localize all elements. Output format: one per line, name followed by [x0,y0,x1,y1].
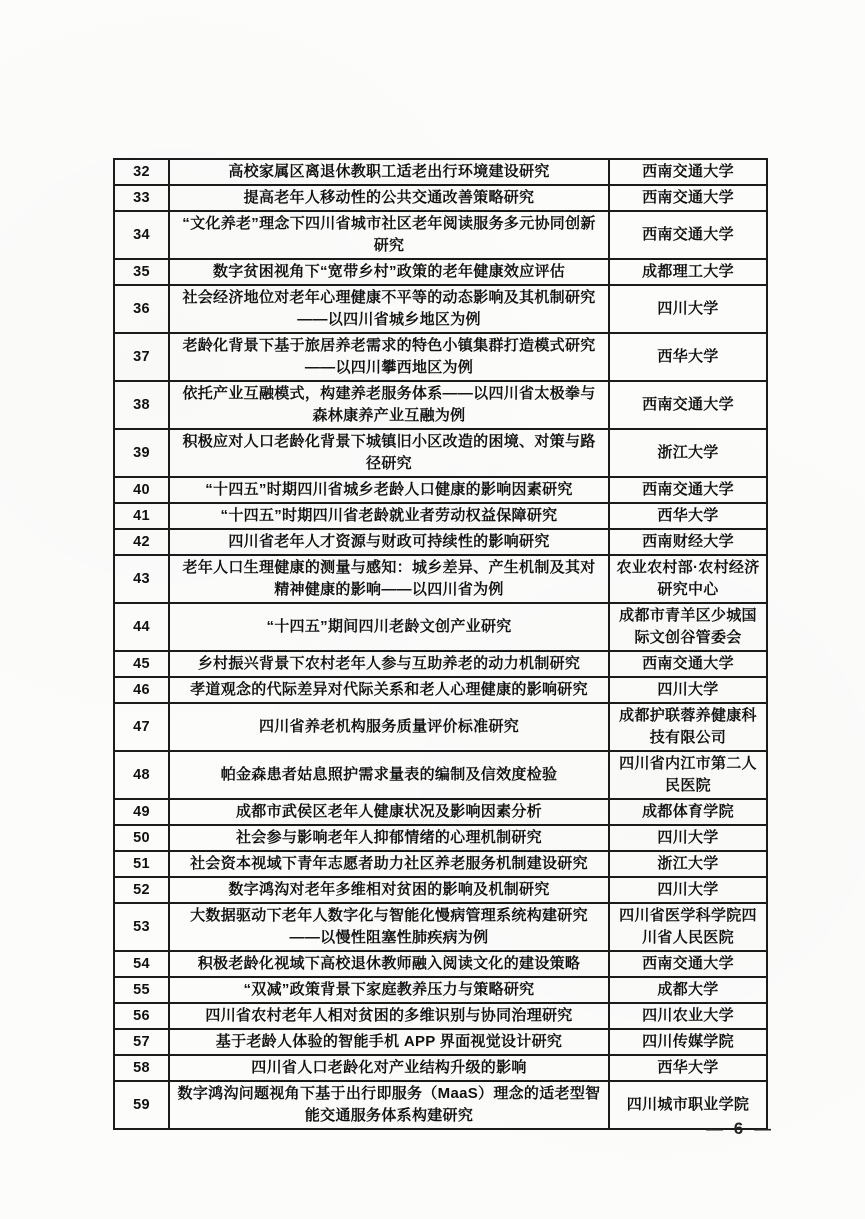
institution-name: 四川大学 [609,285,767,333]
institution-name: 浙江大学 [609,851,767,877]
row-number: 33 [114,185,169,211]
project-title: 社会参与影响老年人抑郁情绪的心理机制研究 [169,825,609,851]
table-row [114,259,767,285]
row-number: 39 [114,429,169,477]
table-row [114,477,767,503]
row-number: 40 [114,477,169,503]
row-number: 49 [114,799,169,825]
row-number: 34 [114,211,169,259]
row-number: 54 [114,951,169,977]
table-row [114,825,767,851]
row-number: 58 [114,1055,169,1081]
institution-name: 成都体育学院 [609,799,767,825]
row-number: 51 [114,851,169,877]
institution-name: 四川大学 [609,877,767,903]
project-title: “十四五”期间四川老龄文创产业研究 [169,603,609,651]
row-number: 52 [114,877,169,903]
institution-name: 西南交通大学 [609,211,767,259]
table-row [114,529,767,555]
institution-name: 西南交通大学 [609,651,767,677]
institution-name: 西南交通大学 [609,381,767,429]
institution-name: 西南财经大学 [609,529,767,555]
project-title: 老龄化背景下基于旅居养老需求的特色小镇集群打造模式研究——以四川攀西地区为例 [169,333,609,381]
project-title: 四川省人口老龄化对产业结构升级的影响 [169,1055,609,1081]
row-number: 59 [114,1081,169,1129]
table-row [114,703,767,751]
project-title: 四川省农村老年人相对贫困的多维识别与协同治理研究 [169,1003,609,1029]
institution-name: 四川农业大学 [609,1003,767,1029]
row-number: 50 [114,825,169,851]
project-title: “十四五”时期四川省老龄就业者劳动权益保障研究 [169,503,609,529]
row-number: 48 [114,751,169,799]
row-number: 55 [114,977,169,1003]
project-title: 依托产业互融模式，构建养老服务体系——以四川省太极拳与森林康养产业互融为例 [169,381,609,429]
institution-name: 西南交通大学 [609,185,767,211]
table-row [114,903,767,951]
project-title: 乡村振兴背景下农村老年人参与互助养老的动力机制研究 [169,651,609,677]
table-row [114,1029,767,1055]
project-title: 大数据驱动下老年人数字化与智能化慢病管理系统构建研究——以慢性阻塞性肺疾病为例 [169,903,609,951]
project-title: 社会资本视域下青年志愿者助力社区养老服务机制建设研究 [169,851,609,877]
project-title: 成都市武侯区老年人健康状况及影响因素分析 [169,799,609,825]
table-row [114,851,767,877]
table-row [114,1055,767,1081]
row-number: 37 [114,333,169,381]
row-number: 47 [114,703,169,751]
project-title: “十四五”时期四川省城乡老龄人口健康的影响因素研究 [169,477,609,503]
table-row [114,159,767,185]
institution-name: 浙江大学 [609,429,767,477]
institution-name: 西华大学 [609,503,767,529]
project-title: 基于老龄人体验的智能手机 APP 界面视觉设计研究 [169,1029,609,1055]
row-number: 43 [114,555,169,603]
project-title: 数字贫困视角下“宽带乡村”政策的老年健康效应评估 [169,259,609,285]
project-title: 帕金森患者姑息照护需求量表的编制及信效度检验 [169,751,609,799]
projects-table-body [114,159,767,1129]
project-title: 积极应对人口老龄化背景下城镇旧小区改造的困境、对策与路径研究 [169,429,609,477]
project-title: 数字鸿沟对老年多维相对贫困的影响及机制研究 [169,877,609,903]
table-row [114,751,767,799]
row-number: 56 [114,1003,169,1029]
project-title: 孝道观念的代际差异对代际关系和老人心理健康的影响研究 [169,677,609,703]
institution-name: 西华大学 [609,1055,767,1081]
row-number: 36 [114,285,169,333]
table-row [114,799,767,825]
row-number: 45 [114,651,169,677]
table-row [114,285,767,333]
institution-name: 成都市青羊区少城国际文创谷管委会 [609,603,767,651]
table-row [114,977,767,1003]
institution-name: 农业农村部·农村经济研究中心 [609,555,767,603]
table-row [114,603,767,651]
institution-name: 成都理工大学 [609,259,767,285]
row-number: 35 [114,259,169,285]
institution-name: 四川省内江市第二人民医院 [609,751,767,799]
institution-name: 西南交通大学 [609,159,767,185]
institution-name: 四川城市职业学院 [609,1081,767,1129]
table-row [114,185,767,211]
row-number: 57 [114,1029,169,1055]
page-number: — 6 — [706,1119,774,1138]
project-title: 四川省养老机构服务质量评价标准研究 [169,703,609,751]
project-title: 提高老年人移动性的公共交通改善策略研究 [169,185,609,211]
institution-name: 成都大学 [609,977,767,1003]
table-row [114,951,767,977]
row-number: 42 [114,529,169,555]
table-row [114,1081,767,1129]
table-row [114,381,767,429]
table-row [114,555,767,603]
institution-name: 西南交通大学 [609,477,767,503]
project-title: “双减”政策背景下家庭教养压力与策略研究 [169,977,609,1003]
project-title: 高校家属区离退休教职工适老出行环境建设研究 [169,159,609,185]
table-row [114,677,767,703]
project-title: 数字鸿沟问题视角下基于出行即服务（MaaS）理念的适老型智能交通服务体系构建研究 [169,1081,609,1129]
table-row [114,211,767,259]
institution-name: 四川大学 [609,825,767,851]
project-title: 积极老龄化视域下高校退休教师融入阅读文化的建设策略 [169,951,609,977]
project-title: “文化养老”理念下四川省城市社区老年阅读服务多元协同创新研究 [169,211,609,259]
table-row [114,877,767,903]
row-number: 53 [114,903,169,951]
row-number: 32 [114,159,169,185]
institution-name: 四川大学 [609,677,767,703]
project-title: 社会经济地位对老年心理健康不平等的动态影响及其机制研究——以四川省城乡地区为例 [169,285,609,333]
row-number: 44 [114,603,169,651]
institution-name: 四川传媒学院 [609,1029,767,1055]
table-row [114,429,767,477]
project-title: 四川省老年人才资源与财政可持续性的影响研究 [169,529,609,555]
institution-name: 西华大学 [609,333,767,381]
table-row [114,651,767,677]
table-row [114,1003,767,1029]
row-number: 41 [114,503,169,529]
institution-name: 成都护联蓉养健康科技有限公司 [609,703,767,751]
projects-table [113,158,768,1130]
table-row [114,333,767,381]
row-number: 46 [114,677,169,703]
row-number: 38 [114,381,169,429]
institution-name: 西南交通大学 [609,951,767,977]
institution-name: 四川省医学科学院四川省人民医院 [609,903,767,951]
table-row [114,503,767,529]
project-title: 老年人口生理健康的测量与感知：城乡差异、产生机制及其对精神健康的影响——以四川省为例 [169,555,609,603]
